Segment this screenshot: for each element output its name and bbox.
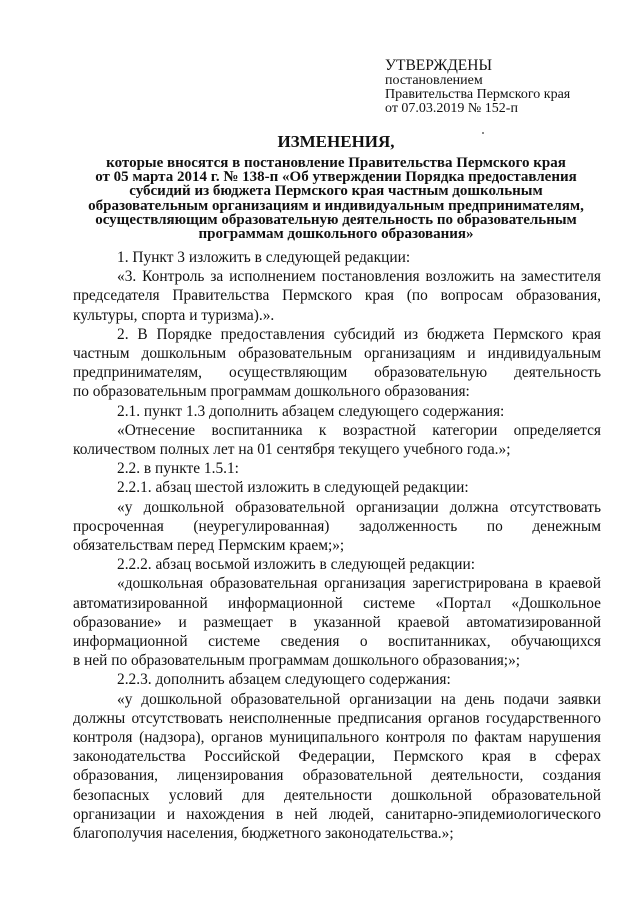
paragraph-line: благополучия населения, бюджетного законодательства.»; (73, 825, 454, 843)
paragraph-line: 2.2.3. дополнить абзацем следующего содержания: (117, 671, 451, 689)
paragraph-line: обязательствам перед Пермским краем;»; (73, 537, 345, 555)
approval-title: УТВЕРЖДЕНЫ (385, 57, 492, 74)
paragraph-line: 2.2.1. абзац шестой изложить в следующей редакции: (117, 479, 469, 497)
paragraph-line: образование» и размещает в указанной краевой автоматизированной (73, 613, 601, 631)
paragraph-line: «у дошкольной образовательной организации на день подачи заявки (117, 690, 601, 708)
paragraph-line: просроченная (неурегулированная) задолженность по денежным (73, 517, 601, 535)
paragraph-line: «3. Контроль за исполнением постановления возложить на заместителя (117, 268, 601, 286)
paragraph-line: законодательства Российской Федерации, Пермского края в сферах (73, 748, 601, 766)
paragraph-line: безопасных условий для деятельности дошкольной образовательной (73, 786, 601, 804)
paragraph-line: председателя Правительства Пермского края (по вопросам образования, (73, 287, 601, 305)
paragraph-line: «Отнесение воспитанника к возрастной категории определяется (117, 421, 601, 439)
approval-line: от 07.03.2019 № 152-п (385, 101, 518, 116)
paragraph-line: должны отсутствовать неисполненные предписания органов государственного (73, 709, 601, 727)
paragraph-line: «у дошкольной образовательной организации должна отсутствовать (117, 498, 601, 516)
paragraph-line: по образовательным программам дошкольного образования: (73, 383, 470, 401)
heading-line: которые вносятся в постановление Правительства Пермского края (106, 155, 566, 171)
paragraph-line: 2.1. пункт 1.3 дополнить абзацем следующего содержания: (117, 402, 505, 420)
paragraph-line: 1. Пункт 3 изложить в следующей редакции: (117, 249, 411, 266)
document-body (73, 248, 601, 843)
document-heading (70, 132, 602, 241)
paragraph-line: частным дошкольным образовательным организациям и индивидуальным (73, 345, 601, 363)
paragraph-line: образования, лицензирования образовательной деятельности, создания (73, 767, 601, 785)
approval-stamp (385, 58, 625, 116)
paragraph-line: в ней по образовательным программам дошкольного образования;»; (73, 652, 521, 670)
heading-line: от 05 марта 2014 г. № 138-п «Об утверждении Порядка предоставления (95, 169, 577, 186)
paragraph-line: количеством полных лет на 01 сентября текущего учебного года.»; (73, 441, 511, 459)
paragraph-line: автоматизированной информационной системе «Портал «Дошкольное (73, 594, 601, 612)
heading-title: ИЗМЕНЕНИЯ, (277, 132, 395, 151)
paragraph-line: информационной системе сведения о воспитанниках, обучающихся (73, 633, 601, 651)
heading-line: образовательным организациям и индивидуальным предпринимателям, (88, 197, 584, 214)
paragraph-line: организации и нахождения в ней людей, санитарно-эпидемиологического (73, 805, 601, 823)
heading-line: программам дошкольного образования» (198, 226, 474, 243)
paragraph-line: контроля (надзора), органов муниципального контроля по фактам нарушения (73, 729, 601, 747)
paragraph-line: культуры, спорта и туризма).». (73, 306, 275, 324)
approval-line: постановлением (385, 73, 483, 88)
heading-line: субсидий из бюджета Пермского края частным дошкольным (129, 183, 543, 200)
paragraph-line: предпринимателям, осуществляющим образовательную деятельность (73, 364, 601, 382)
paragraph-line: 2.2. в пункте 1.5.1: (117, 460, 239, 478)
paragraph-line: 2.2.2. абзац восьмой изложить в следующей редакции: (117, 556, 476, 574)
approval-line: Правительства Пермского края (385, 87, 571, 102)
heading-line: осуществляющим образовательную деятельность по образовательным (95, 211, 577, 228)
paragraph-line: 2. В Порядке предоставления субсидий из бюджета Пермского края (117, 325, 601, 343)
paragraph-line: «дошкольная образовательная организация зарегистрирована в краевой (117, 575, 601, 593)
